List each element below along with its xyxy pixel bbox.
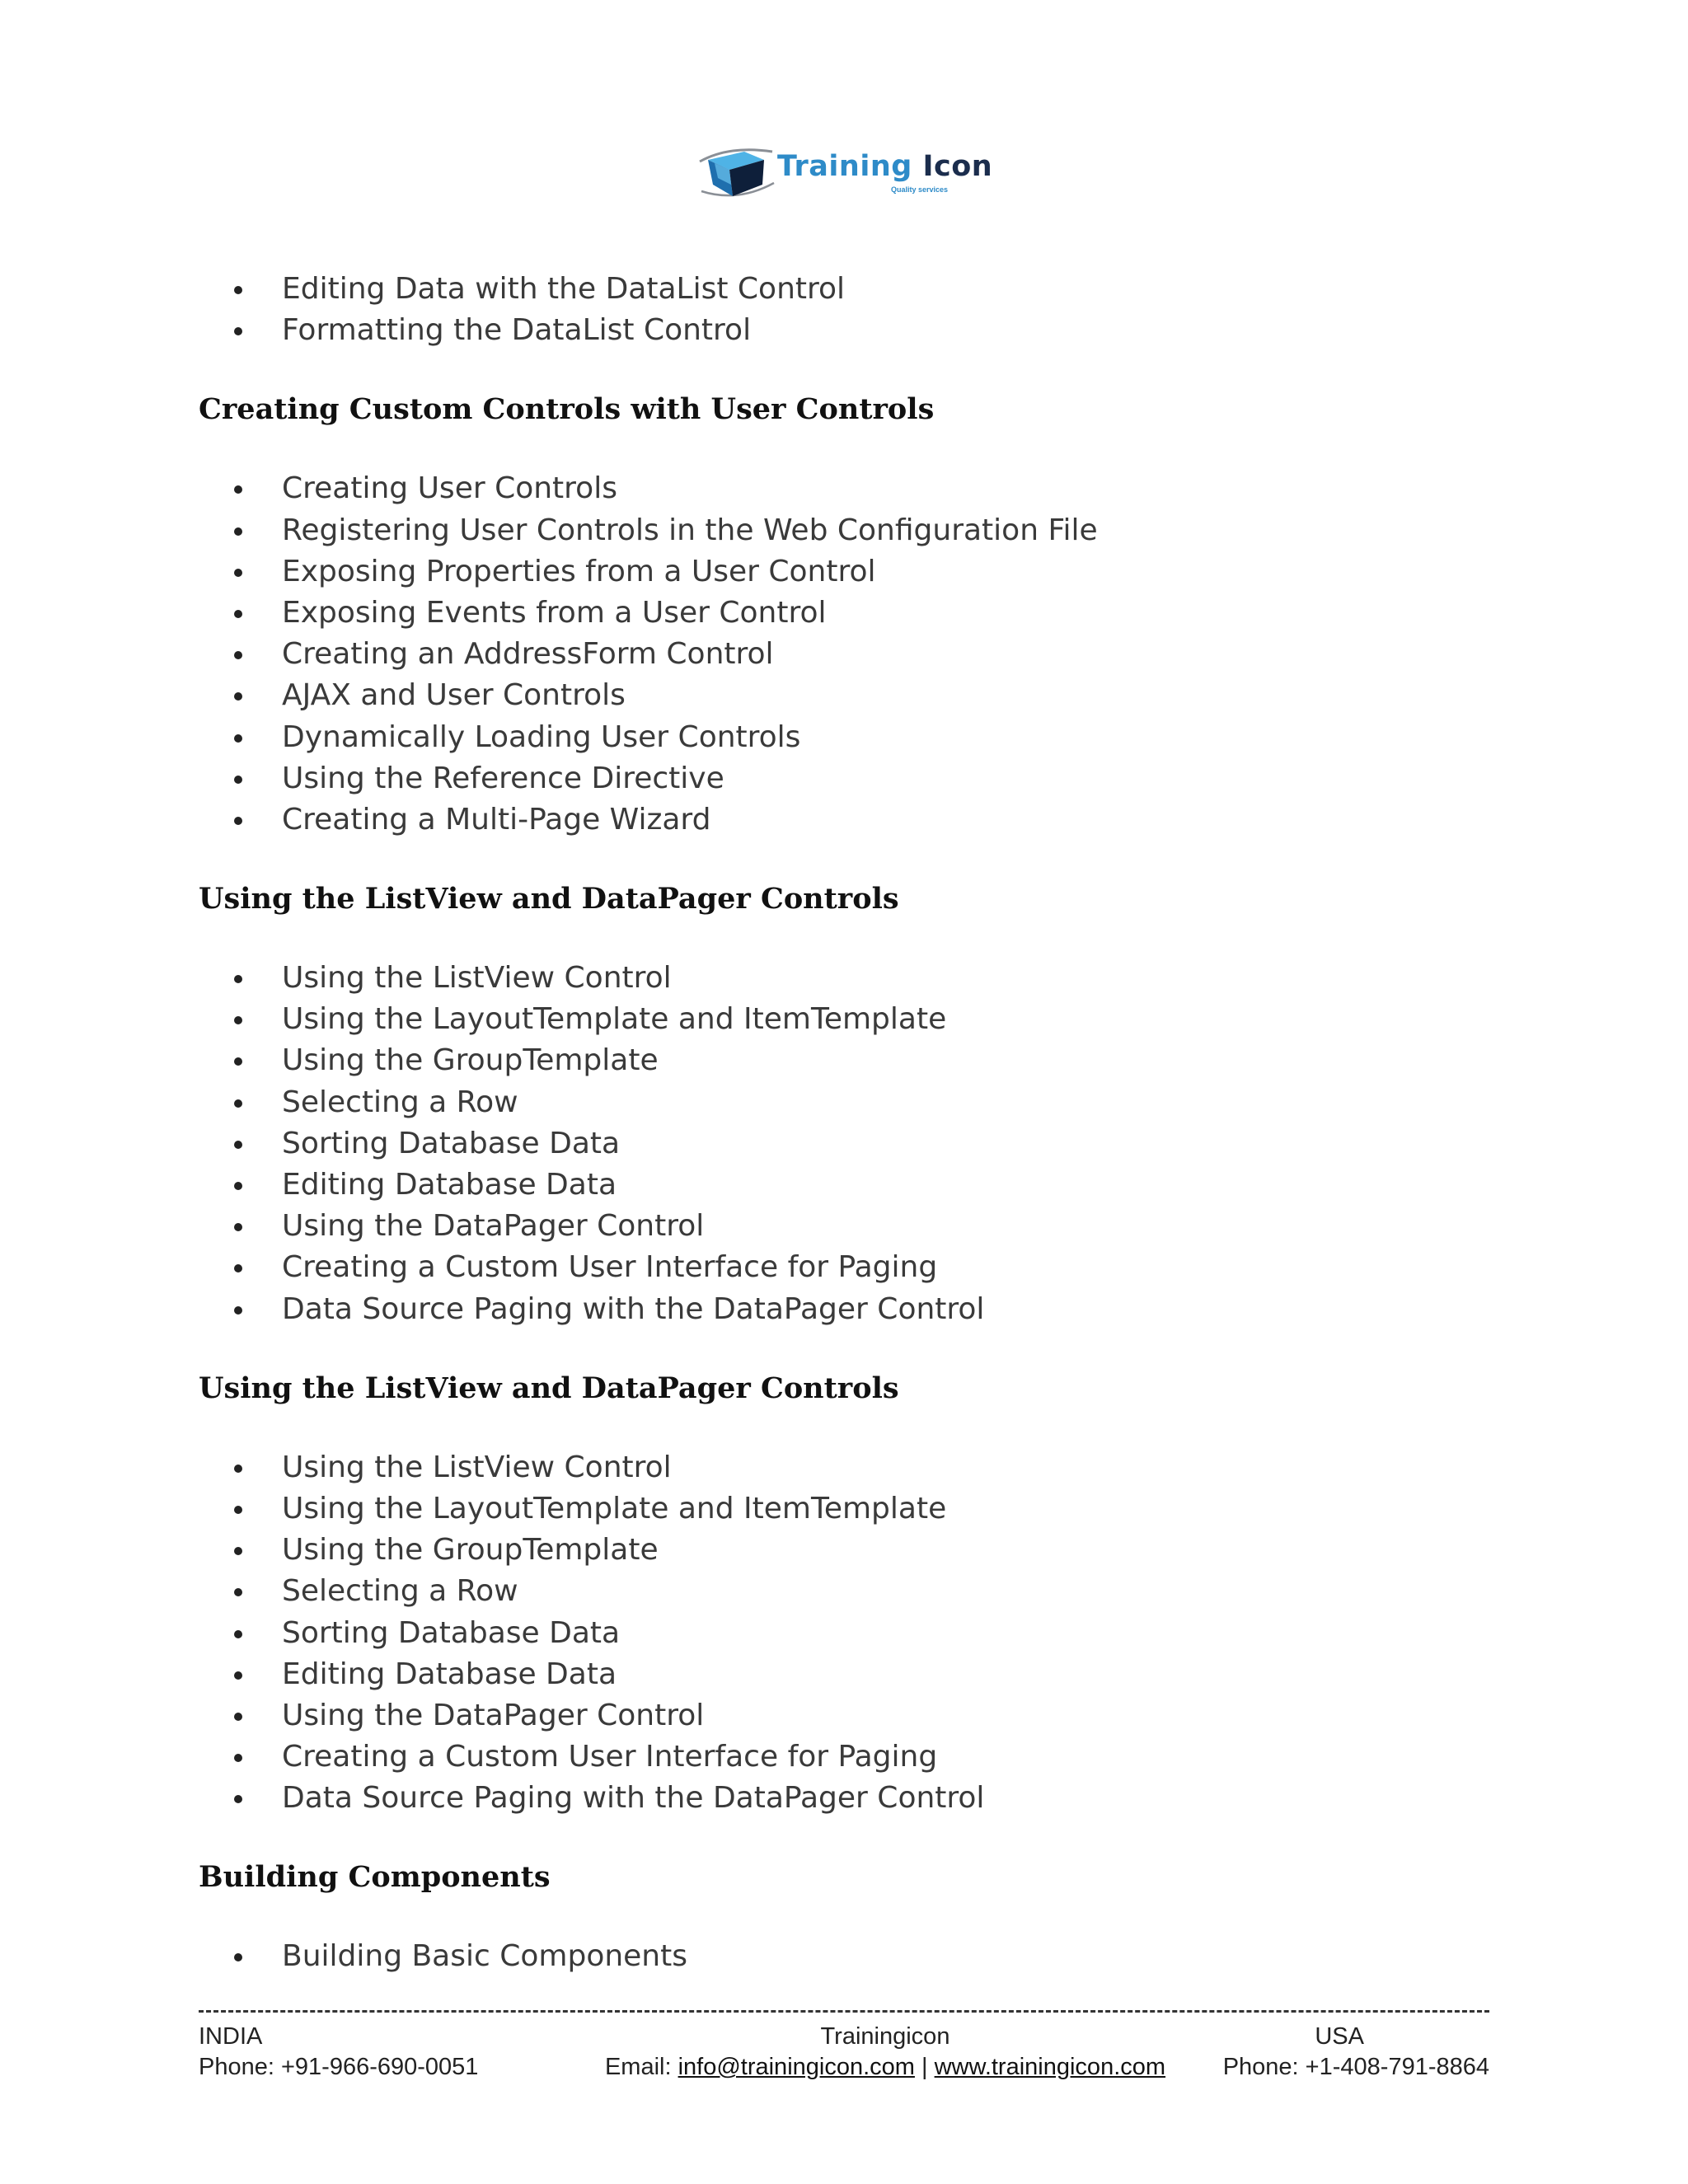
footer-india-label: INDIA — [199, 2023, 263, 2050]
list-item — [199, 1123, 1484, 1165]
list-item — [199, 1247, 1484, 1288]
footer-company-contact — [597, 2022, 1174, 2083]
logo-word-icon: Icon — [922, 150, 993, 183]
bullet-icon — [234, 651, 242, 659]
list-item — [199, 1040, 1484, 1081]
bullet-icon — [234, 1099, 242, 1108]
bullet-icon — [234, 485, 242, 494]
list-item — [199, 1936, 1484, 1977]
bullet-icon — [234, 1671, 242, 1680]
list-item — [199, 593, 1484, 634]
list-item-text: Editing Database Data — [282, 1657, 617, 1691]
training-icon-logo — [696, 142, 993, 201]
list-item — [199, 1165, 1484, 1206]
section-bullet-list — [199, 958, 1484, 1330]
list-item-text: AJAX and User Controls — [282, 678, 626, 713]
page-footer — [199, 2022, 1489, 2088]
bullet-icon — [234, 1953, 242, 1961]
list-item-text: Using the DataPager Control — [282, 1698, 705, 1732]
bullet-icon — [234, 1506, 242, 1514]
list-item-text: Selecting a Row — [282, 1574, 518, 1609]
footer-email-link[interactable]: info@trainingicon.com — [678, 2054, 915, 2080]
bullet-icon — [234, 569, 242, 577]
bullet-icon — [234, 1630, 242, 1638]
bullet-icon — [234, 1713, 242, 1721]
list-item-text: Using the LayoutTemplate and ItemTemplate — [282, 1491, 947, 1526]
section-heading: Creating Custom Controls with User Controls — [199, 392, 935, 427]
bullet-icon — [234, 1754, 242, 1762]
section-bullet-list — [199, 1447, 1484, 1820]
list-item — [199, 1447, 1484, 1488]
list-item — [199, 717, 1484, 758]
list-item-text: Creating a Custom User Interface for Paging — [282, 1740, 938, 1774]
list-item — [199, 1695, 1484, 1736]
footer-india-contact — [199, 2022, 478, 2083]
list-item — [199, 1778, 1484, 1819]
section-heading: Using the ListView and DataPager Controls — [199, 882, 899, 916]
logo-tagline: Quality services — [891, 185, 949, 194]
list-item-text: Using the DataPager Control — [282, 1209, 705, 1244]
list-item-text: Dynamically Loading User Controls — [282, 719, 801, 754]
list-item-text: Creating User Controls — [282, 471, 617, 506]
list-item — [199, 1530, 1484, 1571]
list-item-text: Sorting Database Data — [282, 1126, 621, 1160]
section-heading: Using the ListView and DataPager Controls — [199, 1371, 899, 1405]
list-item-text: Creating a Custom User Interface for Paging — [282, 1250, 938, 1285]
cube-logo-icon — [696, 142, 779, 201]
list-item-text: Data Source Paging with the DataPager Control — [282, 1781, 985, 1816]
footer-separator: | — [914, 2054, 935, 2080]
list-item-text: Data Source Paging with the DataPager Control — [282, 1291, 985, 1326]
bullet-icon — [234, 527, 242, 536]
list-item — [199, 1613, 1484, 1654]
bullet-icon — [234, 1016, 242, 1024]
bullet-icon — [234, 327, 242, 335]
list-item — [199, 468, 1484, 509]
bullet-icon — [234, 1465, 242, 1473]
list-item-text: Creating a Multi-Page Wizard — [282, 802, 711, 837]
bullet-icon — [234, 1182, 242, 1190]
list-item-text: Using the LayoutTemplate and ItemTemplate — [282, 1002, 947, 1037]
list-item — [199, 1082, 1484, 1123]
course-outline — [199, 269, 1484, 1978]
footer-usa-contact — [1223, 2022, 1489, 2083]
list-item — [199, 269, 1484, 310]
list-item-text: Registering User Controls in the Web Configuration File — [282, 513, 1098, 547]
bullet-icon — [234, 1306, 242, 1315]
bullet-icon — [234, 1547, 242, 1555]
list-item — [199, 310, 1484, 351]
bullet-icon — [234, 692, 242, 701]
bullet-icon — [234, 610, 242, 618]
list-item — [199, 999, 1484, 1040]
section-bullet-list — [199, 1936, 1484, 1977]
bullet-icon — [234, 975, 242, 983]
list-item-text: Exposing Events from a User Control — [282, 595, 827, 630]
footer-divider — [199, 2010, 1489, 2013]
bullet-icon — [234, 1223, 242, 1231]
bullet-icon — [234, 1795, 242, 1803]
list-item — [199, 1736, 1484, 1778]
bullet-icon — [234, 1141, 242, 1149]
footer-company-label: Trainingicon — [820, 2023, 950, 2050]
list-item — [199, 1654, 1484, 1695]
list-item — [199, 675, 1484, 716]
list-item — [199, 634, 1484, 675]
list-item-text: Using the GroupTemplate — [282, 1533, 659, 1568]
list-item-text: Building Basic Components — [282, 1939, 687, 1974]
bullet-icon — [234, 734, 242, 743]
bullet-icon — [234, 286, 242, 294]
list-item — [199, 1289, 1484, 1330]
bullet-icon — [234, 817, 242, 825]
list-item-text: Using the ListView Control — [282, 1450, 672, 1484]
section-bullet-list — [199, 468, 1484, 841]
list-item — [199, 758, 1484, 799]
bullet-icon — [234, 1057, 242, 1066]
bullet-icon — [234, 776, 242, 784]
section-heading: Building Components — [199, 1860, 551, 1895]
list-item-text: Using the Reference Directive — [282, 761, 724, 795]
footer-website-link[interactable]: www.trainingicon.com — [934, 2054, 1166, 2080]
list-item-text: Selecting a Row — [282, 1085, 518, 1119]
list-item-text: Editing Data with the DataList Control — [282, 272, 846, 306]
list-item — [199, 1488, 1484, 1530]
list-item — [199, 1571, 1484, 1612]
list-item-text: Editing Database Data — [282, 1168, 617, 1202]
list-item-text: Sorting Database Data — [282, 1615, 621, 1650]
list-item — [199, 799, 1484, 841]
list-item-text: Using the GroupTemplate — [282, 1043, 659, 1078]
list-item-text: Exposing Properties from a User Control — [282, 554, 876, 588]
footer-india-phone: Phone: +91-966-690-0051 — [199, 2054, 479, 2080]
list-item — [199, 551, 1484, 593]
footer-usa-label: USA — [1315, 2023, 1364, 2050]
bullet-icon — [234, 1264, 242, 1272]
list-item — [199, 958, 1484, 999]
list-item-text: Creating an AddressForm Control — [282, 637, 774, 672]
footer-email-line — [597, 2052, 1174, 2083]
list-item — [199, 1206, 1484, 1247]
footer-usa-phone: Phone: +1-408-791-8864 — [1222, 2054, 1489, 2080]
intro-bullet-list — [199, 269, 1484, 351]
logo-word-training: Training — [777, 150, 912, 183]
list-item-text: Using the ListView Control — [282, 961, 672, 996]
logo-wordmark — [777, 150, 992, 183]
bullet-icon — [234, 1588, 242, 1596]
list-item-text: Formatting the DataList Control — [282, 313, 752, 348]
footer-email-prefix: Email: — [604, 2054, 678, 2080]
list-item — [199, 510, 1484, 551]
